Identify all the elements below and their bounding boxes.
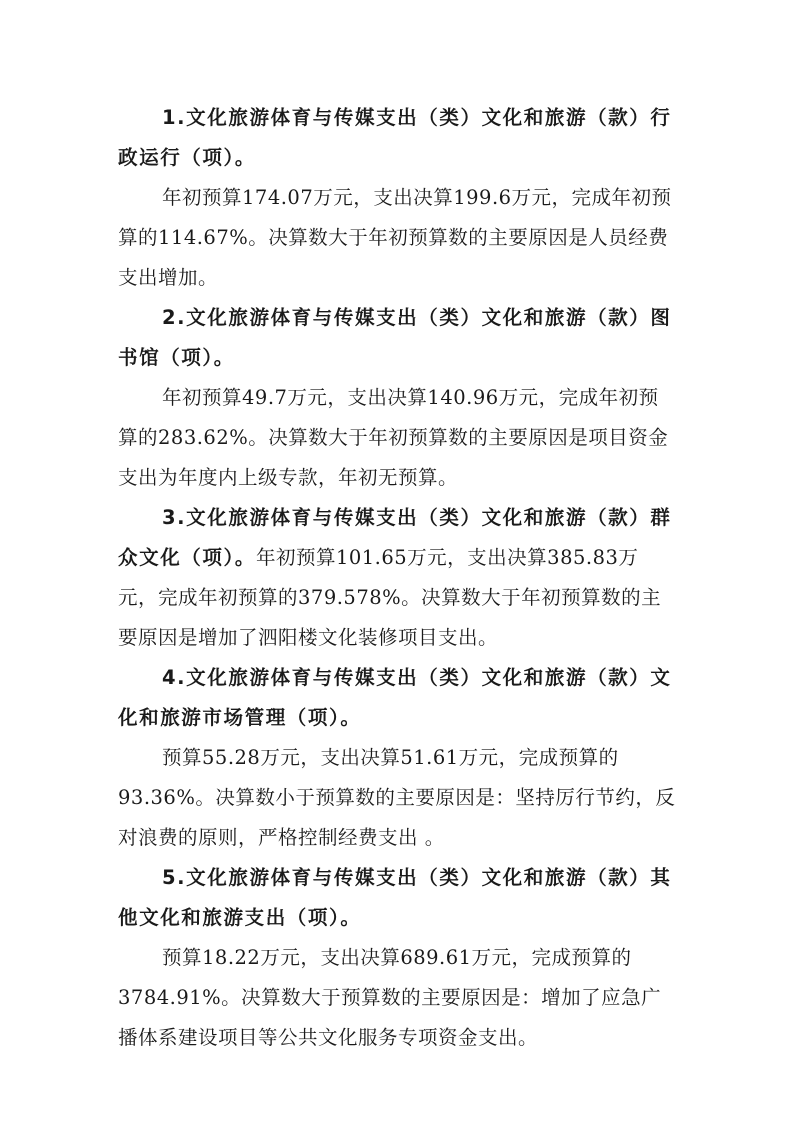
section-heading: 2.文化旅游体育与传媒支出（类）文化和旅游（款）图书馆（项）。	[118, 306, 672, 369]
section-body: 预算55.28万元，支出决算51.61万元，完成预算的93.36%。决算数小于预算数的主要原因是：坚持厉行节约，反对浪费的原则，严格控制经费支出 。	[118, 746, 676, 849]
document-page	[118, 98, 678, 1058]
section-paragraph	[118, 498, 678, 658]
section-heading: 3.文化旅游体育与传媒支出（类）文化和旅游（款）群众文化（项）。	[118, 506, 672, 569]
section-body: 年初预算174.07万元，支出决算199.6万元，完成年初预算的114.67%。决算数大于年初预算数的主要原因是人员经费支出增加。	[118, 186, 672, 289]
section-5	[118, 858, 678, 1058]
section-4	[118, 658, 678, 858]
section-body: 年初预算49.7万元，支出决算140.96万元，完成年初预算的283.62%。决算数大于年初预算数的主要原因是项目资金支出为年度内上级专款，年初无预算。	[118, 386, 669, 489]
section-body: 年初预算101.65万元，支出决算385.83万元，完成年初预算的379.578%。决算数大于年初预算数的主要原因是增加了泗阳楼文化装修项目支出。	[118, 546, 662, 649]
section-body: 预算18.22万元，支出决算689.61万元，完成预算的3784.91%。决算数大于预算数的主要原因是：增加了应急广播体系建设项目等公共文化服务专项资金支出。	[118, 946, 662, 1049]
section-1	[118, 98, 678, 298]
section-2	[118, 298, 678, 498]
section-heading: 1.文化旅游体育与传媒支出（类）文化和旅游（款）行政运行（项）。	[118, 106, 672, 169]
section-heading: 5.文化旅游体育与传媒支出（类）文化和旅游（款）其他文化和旅游支出（项）。	[118, 866, 672, 929]
section-3	[118, 498, 678, 658]
section-heading: 4.文化旅游体育与传媒支出（类）文化和旅游（款）文化和旅游市场管理（项）。	[118, 666, 672, 729]
